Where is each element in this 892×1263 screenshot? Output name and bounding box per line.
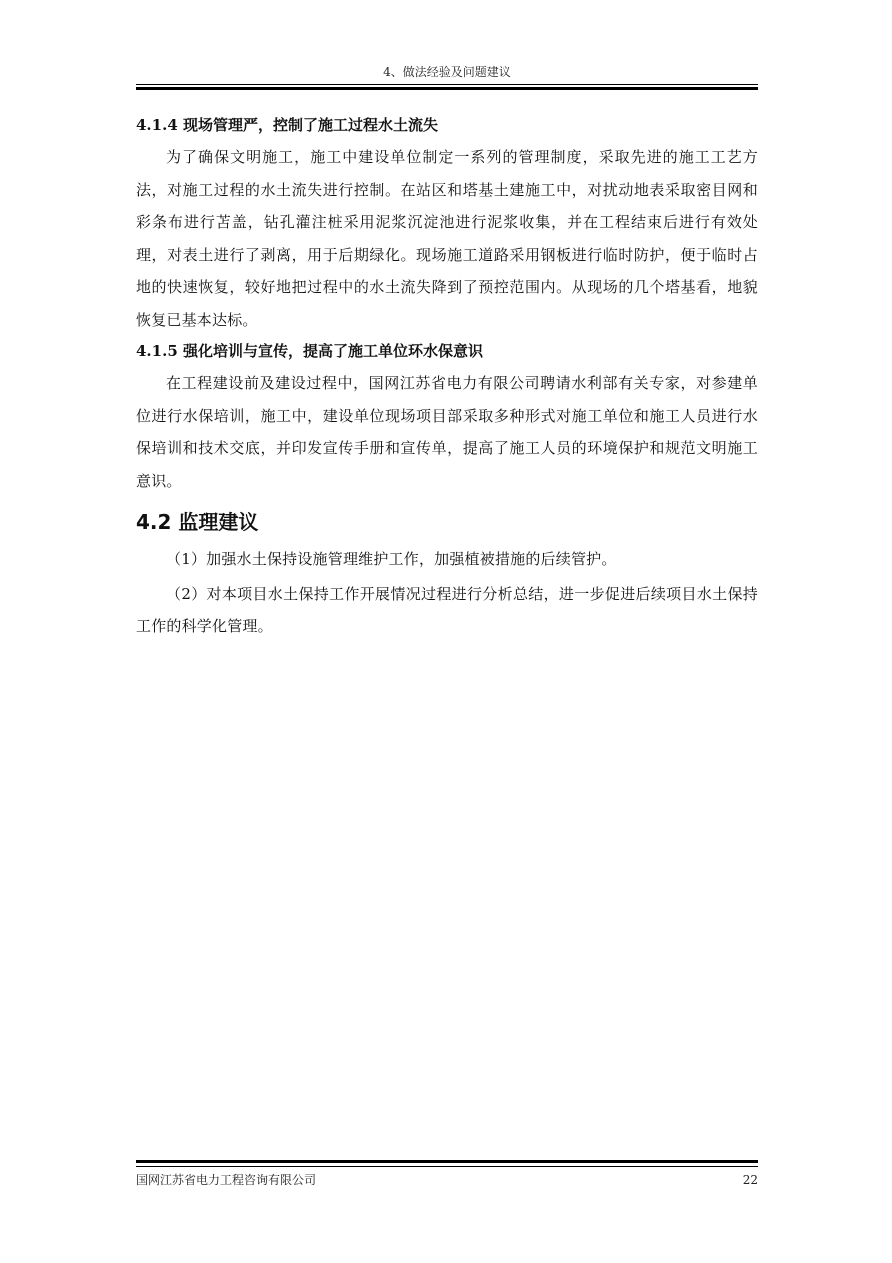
section-heading-4-1-4: 4.1.4 现场管理严，控制了施工过程水土流失 (136, 116, 438, 134)
section-4-1-5-paragraph: 在工程建设前及建设过程中，国网江苏省电力有限公司聘请水利部有关专家，对参建单位进行水保培训，施工中，建设单位现场项目部采取多种形式对施工单位和施工人员进行水保培训和技术交底，并印发宣传手册和宣传单，提高了施工人员的环境保护和规范文明施工意识。 (136, 374, 758, 490)
recommendation-item-1: （1）加强水土保持设施管理维护工作，加强植被措施的后续管护。 (166, 550, 617, 568)
header-rule-thin (136, 84, 758, 85)
running-header: 4、做法经验及问题建议 (383, 65, 511, 79)
footer-company-name: 国网江苏省电力工程咨询有限公司 (136, 1173, 317, 1187)
section-heading-4-2: 4.2 监理建议 (136, 510, 259, 534)
page-content (136, 112, 758, 645)
section-4-1-4-paragraph: 为了确保文明施工，施工中建设单位制定一系列的管理制度，采取先进的施工工艺方法，对施工过程的水土流失进行控制。在站区和塔基土建施工中，对扰动地表采取密目网和彩条布进行苫盖，钻孔灌注桩采用泥浆沉淀池进行泥浆收集，并在工程结束后进行有效处理，对表土进行了剥离，用于后期绿化。现场施工道路采用钢板进行临时防护，便于临时占地的快速恢复，较好地把过程中的水土流失降到了预控范围内。从现场的几个塔基看，地貌恢复已基本达标。 (136, 148, 758, 329)
section-heading-4-1-5: 4.1.5 强化培训与宣传，提高了施工单位环水保意识 (136, 342, 483, 360)
footer-rule-thick (136, 1160, 758, 1163)
page-number: 22 (742, 1173, 758, 1187)
recommendation-item-2: （2）对本项目水土保持工作开展情况过程进行分析总结，进一步促进后续项目水土保持工作的科学化管理。 (136, 584, 758, 635)
header-rule-thick (136, 87, 758, 90)
footer-rule-thin (136, 1166, 758, 1167)
